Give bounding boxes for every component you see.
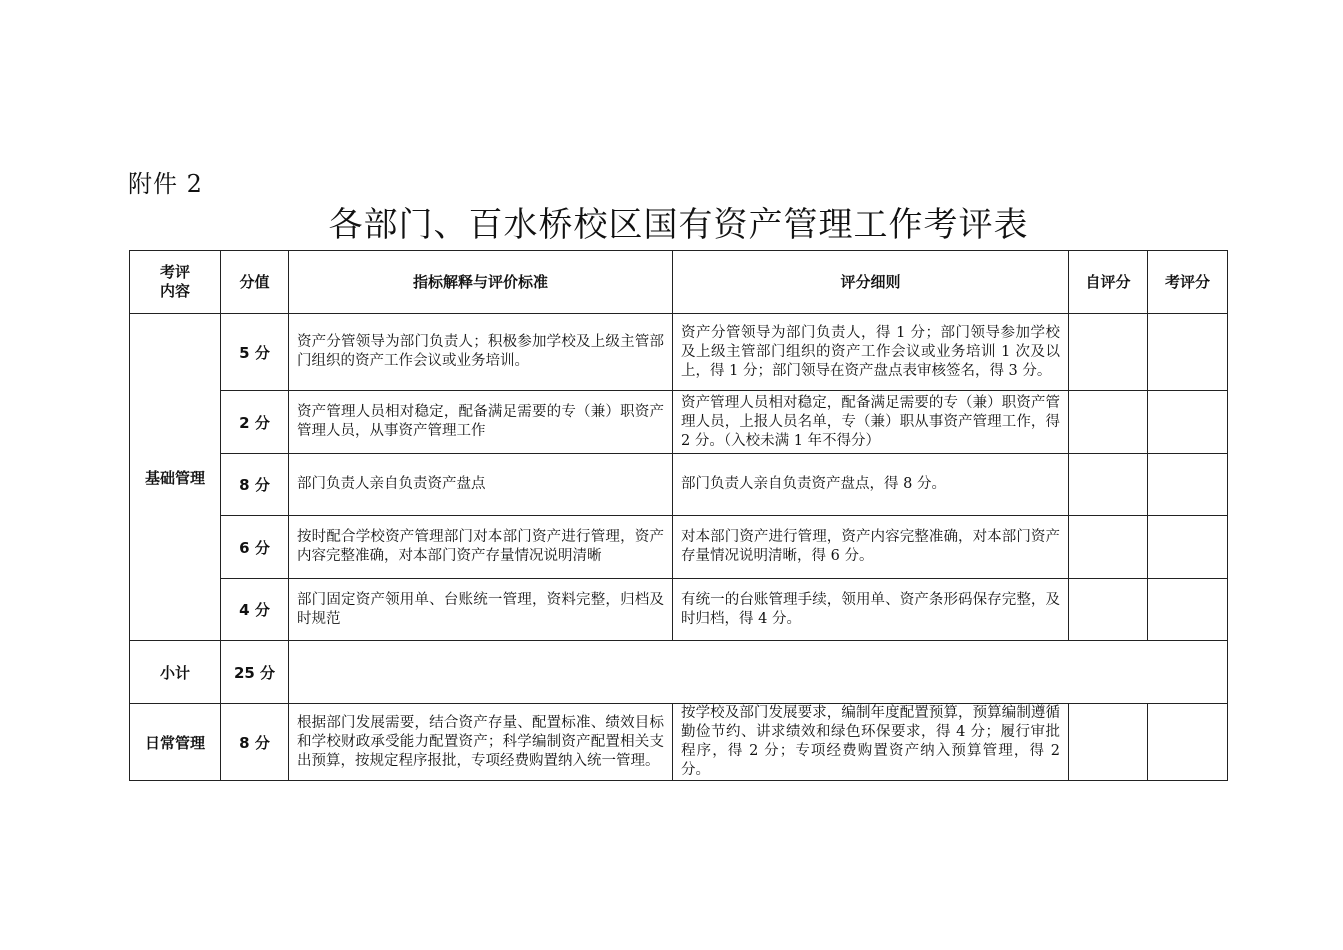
self-score-cell[interactable] <box>1069 391 1148 454</box>
table-row <box>130 454 1228 516</box>
header-review-score: 考评分 <box>1148 251 1228 314</box>
row-criteria: 资产分管领导为部门负责人；积极参加学校及上级主管部门组织的资产工作会议或业务培训。 <box>289 314 673 391</box>
table-row <box>130 314 1228 391</box>
row-rules: 部门负责人亲自负责资产盘点，得 8 分。 <box>673 454 1069 516</box>
row-rules: 按学校及部门发展要求，编制年度配置预算，预算编制遵循勤俭节约、讲求绩效和绿色环保要求，得 4 分；履行审批程序，得 2 分；专项经费购置资产纳入预算管理，得 2 分。 <box>673 704 1069 781</box>
review-score-cell[interactable] <box>1148 579 1228 641</box>
header-self-score: 自评分 <box>1069 251 1148 314</box>
row-score: 4 分 <box>221 579 289 641</box>
row-rules: 资产管理人员相对稳定，配备满足需要的专（兼）职资产管理人员，上报人员名单，专（兼）职从事资产管理工作，得 2 分。（入校未满 1 年不得分） <box>673 391 1069 454</box>
row-criteria: 部门固定资产领用单、台账统一管理，资料完整，归档及时规范 <box>289 579 673 641</box>
header-row <box>130 251 1228 314</box>
category-daily: 日常管理 <box>130 704 221 781</box>
table-row <box>130 704 1228 781</box>
header-rules: 评分细则 <box>673 251 1069 314</box>
row-score: 8 分 <box>221 454 289 516</box>
row-criteria: 按时配合学校资产管理部门对本部门资产进行管理，资产内容完整准确，对本部门资产存量情况说明清晰 <box>289 516 673 579</box>
review-score-cell[interactable] <box>1148 516 1228 579</box>
self-score-cell[interactable] <box>1069 454 1148 516</box>
row-score: 8 分 <box>221 704 289 781</box>
evaluation-table <box>129 250 1228 781</box>
table-row <box>130 516 1228 579</box>
row-rules: 有统一的台账管理手续，领用单、资产条形码保存完整，及时归档，得 4 分。 <box>673 579 1069 641</box>
row-score: 5 分 <box>221 314 289 391</box>
self-score-cell[interactable] <box>1069 579 1148 641</box>
subtotal-score: 25 分 <box>221 641 289 704</box>
table-row <box>130 579 1228 641</box>
row-criteria: 根据部门发展需要，结合资产存量、配置标准、绩效目标和学校财政承受能力配置资产；科学编制资产配置相关支出预算，按规定程序报批，专项经费购置纳入统一管理。 <box>289 704 673 781</box>
subtotal-blank <box>289 641 1228 704</box>
row-score: 6 分 <box>221 516 289 579</box>
document-title: 各部门、百水桥校区国有资产管理工作考评表 <box>328 205 1029 245</box>
table-row <box>130 391 1228 454</box>
subtotal-label: 小计 <box>130 641 221 704</box>
header-content: 考评 内容 <box>130 251 221 314</box>
review-score-cell[interactable] <box>1148 391 1228 454</box>
header-score: 分值 <box>221 251 289 314</box>
self-score-cell[interactable] <box>1069 516 1148 579</box>
review-score-cell[interactable] <box>1148 704 1228 781</box>
review-score-cell[interactable] <box>1148 314 1228 391</box>
review-score-cell[interactable] <box>1148 454 1228 516</box>
category-basic: 基础管理 <box>130 314 221 641</box>
row-criteria: 资产管理人员相对稳定，配备满足需要的专（兼）职资产管理人员，从事资产管理工作 <box>289 391 673 454</box>
row-rules: 对本部门资产进行管理，资产内容完整准确，对本部门资产存量情况说明清晰，得 6 分。 <box>673 516 1069 579</box>
row-rules: 资产分管领导为部门负责人，得 1 分；部门领导参加学校及上级主管部门组织的资产工作会议或业务培训 1 次及以上，得 1 分；部门领导在资产盘点表审核签名，得 3 分。 <box>673 314 1069 391</box>
attachment-label: 附件 2 <box>128 170 203 198</box>
self-score-cell[interactable] <box>1069 314 1148 391</box>
row-score: 2 分 <box>221 391 289 454</box>
row-criteria: 部门负责人亲自负责资产盘点 <box>289 454 673 516</box>
self-score-cell[interactable] <box>1069 704 1148 781</box>
header-criteria: 指标解释与评价标准 <box>289 251 673 314</box>
subtotal-row <box>130 641 1228 704</box>
